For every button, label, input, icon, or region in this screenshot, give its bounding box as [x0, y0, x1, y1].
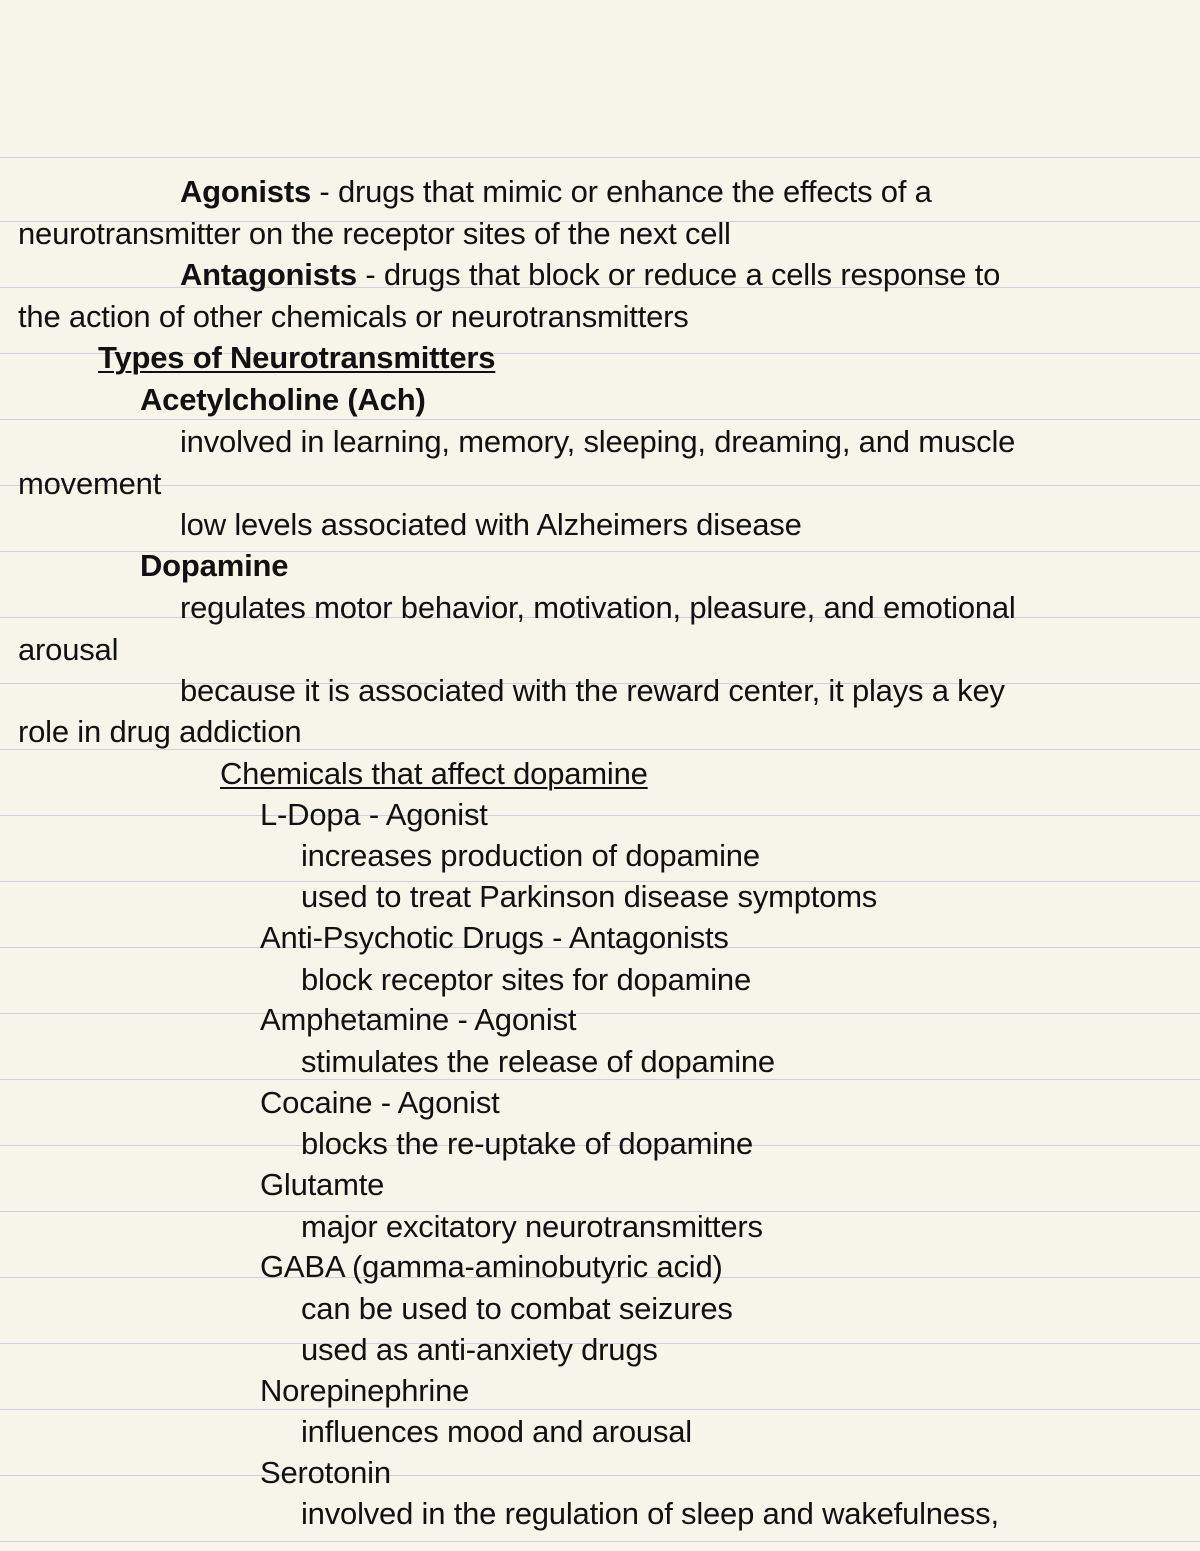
ruled-line [0, 815, 1200, 816]
chemicals-heading: Chemicals that affect dopamine [220, 756, 648, 791]
acetylcholine-point-2: low levels associated with Alzheimers disease [180, 507, 802, 542]
antagonists-definition: - drugs that block or reduce a cells response to [356, 257, 1001, 292]
norepinephrine-point-1: influences mood and arousal [301, 1414, 692, 1449]
antagonists-definition-line-2: the action of other chemicals or neurotransmitters [18, 299, 689, 334]
ruled-line [0, 1013, 1200, 1014]
gaba-point-2: used as anti-anxiety drugs [301, 1332, 658, 1367]
ldopa-point-1: increases production of dopamine [301, 838, 760, 873]
agonists-definition-line-1 [180, 174, 932, 210]
amphetamine-point-1: stimulates the release of dopamine [301, 1044, 775, 1079]
gaba-item: GABA (gamma-aminobutyric acid) [260, 1249, 723, 1284]
acetylcholine-point-1-cont: movement [18, 466, 162, 501]
antipsychotic-point-1: block receptor sites for dopamine [301, 962, 752, 997]
dopamine-point-2: because it is associated with the reward center, it plays a key [180, 673, 1005, 708]
ldopa-item: L-Dopa - Agonist [260, 797, 488, 832]
types-heading: Types of Neurotransmitters [98, 340, 496, 375]
norepinephrine-item: Norepinephrine [260, 1373, 470, 1408]
dopamine-point-2-cont: role in drug addiction [18, 714, 302, 749]
acetylcholine-point-1: involved in learning, memory, sleeping, dreaming, and muscle [180, 424, 1016, 459]
antipsychotic-item: Anti-Psychotic Drugs - Antagonists [260, 920, 729, 955]
agonists-term: Agonists [180, 174, 312, 209]
ruled-line [0, 157, 1200, 158]
ruled-line [0, 1541, 1200, 1542]
ruled-line [0, 485, 1200, 486]
serotonin-item: Serotonin [260, 1455, 391, 1490]
dopamine-heading: Dopamine [140, 548, 289, 583]
antagonists-term: Antagonists [180, 257, 357, 292]
cocaine-item: Cocaine - Agonist [260, 1085, 500, 1120]
glutamte-point-1: major excitatory neurotransmitters [301, 1209, 763, 1244]
dopamine-point-1: regulates motor behavior, motivation, pleasure, and emotional [180, 590, 1016, 625]
ruled-line [0, 1409, 1200, 1410]
ldopa-point-2: used to treat Parkinson disease symptoms [301, 879, 878, 914]
amphetamine-item: Amphetamine - Agonist [260, 1002, 577, 1037]
glutamte-item: Glutamte [260, 1167, 385, 1202]
agonists-definition-line-2: neurotransmitter on the receptor sites of the next cell [18, 216, 731, 251]
cocaine-point-1: blocks the re-uptake of dopamine [301, 1126, 753, 1161]
ruled-line [0, 1475, 1200, 1476]
ruled-line [0, 419, 1200, 420]
agonists-definition: - drugs that mimic or enhance the effects of a [311, 174, 932, 209]
gaba-point-1: can be used to combat seizures [301, 1291, 733, 1326]
acetylcholine-heading: Acetylcholine (Ach) [140, 382, 426, 417]
serotonin-point-1: involved in the regulation of sleep and wakefulness, [301, 1496, 999, 1531]
dopamine-point-1-cont: arousal [18, 632, 119, 667]
antagonists-definition-line-1 [180, 257, 1000, 293]
